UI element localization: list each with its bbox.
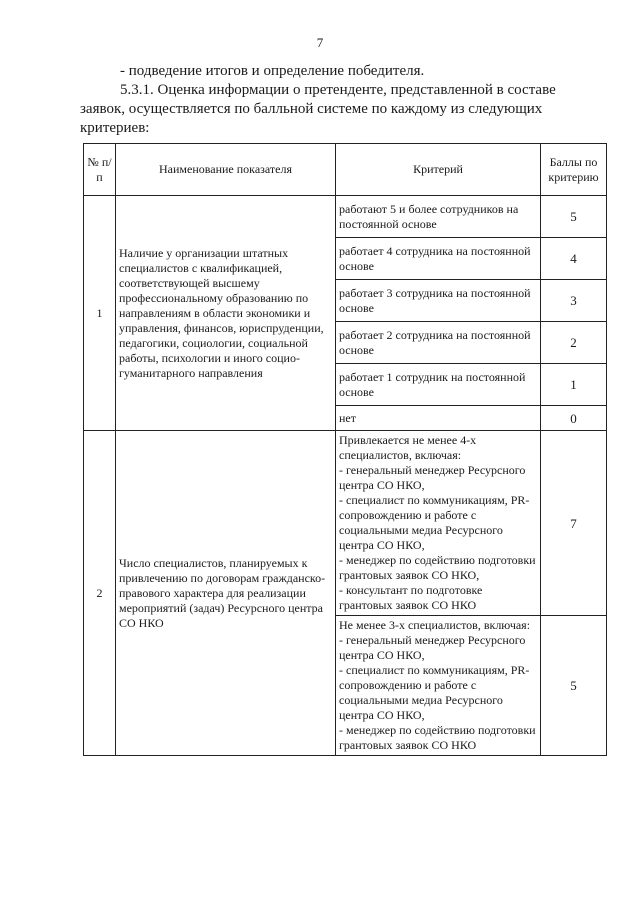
table-row <box>84 431 607 616</box>
criterion-line: Не менее 3-х специалистов, включая: <box>339 618 531 632</box>
table-row <box>84 196 607 238</box>
row-number: 1 <box>84 196 116 431</box>
header-score: Баллы по критерию <box>541 144 607 196</box>
criterion-score: 7 <box>541 431 607 616</box>
header-criterion: Критерий <box>336 144 541 196</box>
paragraph-line: заявок, осуществляется по балльной системе по каждому из следующих <box>80 101 543 117</box>
indicator-name: Наличие у организации штатных специалистов с квалификацией, соответствующей высшему профессиональному образованию по направлениям в области экономики и управления, финансов, юриспруденции, педагогики, социологии, социальной работы, психологии и иного социо-гуманитарного направления <box>116 196 336 431</box>
criterion-text: работает 2 сотрудника на постоянной основе <box>336 322 541 364</box>
criterion-line: - генеральный менеджер Ресурсного центра СО НКО, <box>339 633 526 662</box>
row-number: 2 <box>84 431 116 756</box>
criterion-score: 3 <box>541 280 607 322</box>
criterion-text: работает 1 сотрудник на постоянной основе <box>336 364 541 406</box>
criterion-line: - менеджер по содействию подготовки грантовых заявок СО НКО, <box>339 553 536 582</box>
paragraph-line: 5.3.1. Оценка информации о претенденте, представленной в составе <box>120 82 556 98</box>
criterion-text <box>336 616 541 756</box>
criterion-score: 5 <box>541 616 607 756</box>
paragraph-line: критериев: <box>80 120 150 136</box>
header-num: № п/п <box>84 144 116 196</box>
indicator-name: Число специалистов, планируемых к привлечению по договорам гражданско-правового характера для реализации мероприятий (задач) Ресурсного центра СО НКО <box>116 431 336 756</box>
criterion-text <box>336 431 541 616</box>
criterion-score: 2 <box>541 322 607 364</box>
criterion-line: - генеральный менеджер Ресурсного центра СО НКО, <box>339 463 526 492</box>
criterion-line: - менеджер по содействию подготовки грантовых заявок СО НКО <box>339 723 536 752</box>
page-number: 7 <box>316 35 324 50</box>
criterion-line: - консультант по подготовке грантовых заявок СО НКО <box>339 583 483 612</box>
paragraph-evaluation <box>80 81 597 138</box>
criterion-text: нет <box>336 406 541 431</box>
criterion-line: - специалист по коммуникациям, PR-сопровождению и работе с социальными медиа Ресурсного центра СО НКО, <box>339 493 530 552</box>
criterion-text: работает 3 сотрудника на постоянной основе <box>336 280 541 322</box>
criteria-table <box>83 143 607 756</box>
criterion-score: 1 <box>541 364 607 406</box>
criterion-score: 0 <box>541 406 607 431</box>
criterion-score: 4 <box>541 238 607 280</box>
header-name: Наименование показателя <box>116 144 336 196</box>
table-header-row <box>84 144 607 196</box>
paragraph-results: - подведение итогов и определение победителя. <box>120 63 425 79</box>
criterion-text: работают 5 и более сотрудников на постоянной основе <box>336 196 541 238</box>
criterion-line: - специалист по коммуникациям, PR-сопровождению и работе с социальными медиа Ресурсного центра СО НКО, <box>339 663 530 722</box>
criterion-line: Привлекается не менее 4-х специалистов, включая: <box>339 433 477 462</box>
criterion-score: 5 <box>541 196 607 238</box>
criterion-text: работает 4 сотрудника на постоянной основе <box>336 238 541 280</box>
